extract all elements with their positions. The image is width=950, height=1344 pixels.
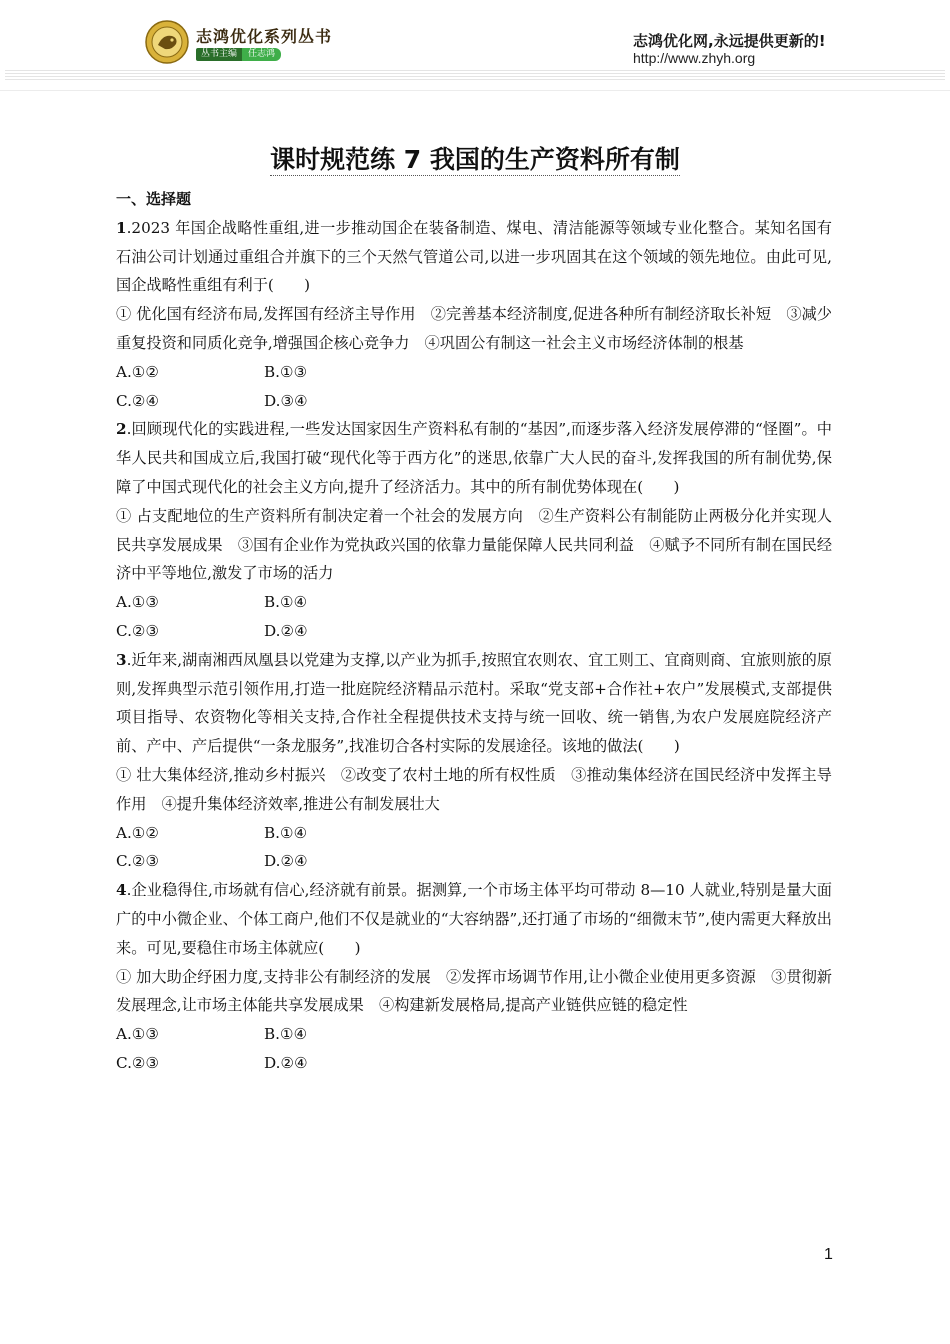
- option-b[interactable]: B.①③: [264, 362, 308, 381]
- question-number: 3: [116, 650, 127, 669]
- question-statements: ① 优化国有经济布局,发挥国有经济主导作用 ②完善基本经济制度,促进各种所有制经济取长补短 ③减少重复投资和同质化竞争,增强国企核心竞争力 ④巩固公有制这一社会主义市场经济体制的根基: [116, 305, 832, 352]
- options-row: [116, 588, 832, 617]
- option-a[interactable]: A.①②: [116, 823, 160, 842]
- question-stem: [116, 415, 832, 501]
- option-a[interactable]: A.①③: [116, 1025, 160, 1044]
- question-stem: [116, 214, 832, 300]
- options-row: [116, 1049, 832, 1078]
- header-divider: [5, 70, 945, 80]
- question-4: [116, 876, 832, 1078]
- page-number: 1: [824, 1246, 833, 1263]
- question-statements: ① 壮大集体经济,推动乡村振兴 ②改变了农村土地的所有权性质 ③推动集体经济在国民经济中发挥主导作用 ④提升集体经济效率,推进公有制发展壮大: [116, 765, 832, 813]
- option-b[interactable]: B.①④: [264, 823, 308, 842]
- question-statements: ① 占支配地位的生产资料所有制决定着一个社会的发展方向 ②生产资料公有制能防止两极分化并实现人民共享发展成果 ③国有企业作为党执政兴国的依靠力量能保障人民共同利益 ④赋予不同所有制在国民经济中平等地位,激发了市场的活力: [116, 506, 832, 583]
- question-stem: [116, 646, 832, 761]
- options-row: [116, 387, 832, 416]
- options-row: [116, 819, 832, 848]
- option-a[interactable]: A.①②: [116, 362, 160, 381]
- question-2: [116, 415, 832, 645]
- option-a[interactable]: A.①③: [116, 593, 160, 612]
- page-header: [0, 0, 950, 92]
- option-d[interactable]: D.②④: [264, 621, 308, 640]
- brand-subtitle: [196, 48, 281, 61]
- header-slogan: 志鸿优化网,永远提供更新的!: [633, 32, 826, 50]
- question-statements: ① 加大助企纾困力度,支持非公有制经济的发展 ②发挥市场调节作用,让小微企业使用更多资源 ③贯彻新发展理念,让市场主体能共享发展成果 ④构建新发展格局,提高产业链供应链的稳定性: [116, 967, 832, 1015]
- option-b[interactable]: B.①④: [264, 1025, 308, 1044]
- option-d[interactable]: D.②④: [264, 1053, 308, 1072]
- question-stem: [116, 876, 832, 962]
- page-title: 课时规范练 7 我国的生产资料所有制: [270, 145, 680, 174]
- option-c[interactable]: C.②③: [116, 621, 160, 640]
- options-row: [116, 617, 832, 646]
- option-c[interactable]: C.②③: [116, 1053, 160, 1072]
- options-row: [116, 1020, 832, 1049]
- section-heading: 一、选择题: [116, 190, 192, 208]
- question-text: .2023 年国企战略性重组,进一步推动国企在装备制造、煤电、清洁能源等领域专业化整合。某知名国有石油公司计划通过重组合并旗下的三个天然气管道公司,以进一步巩固其在这个领域的领先地位。由此可见,国企战略性重组有利于( ): [116, 218, 832, 295]
- question-1: [116, 214, 832, 416]
- question-text: .近年来,湖南湘西凤凰县以党建为支撑,以产业为抓手,按照宜农则农、宜工则工、宜商则商、宜旅则旅的原则,发挥典型示范引领作用,打造一批庭院经济精品示范村。采取“党支部+合作社+农户”发展模式,支部提供项目指导、农资物化等相关支持,合作社全程提供技术支持与统一回收、统一销售,为农户发展庭院经济产前、产中、产后提供“一条龙服务”,找准切合各村实际的发展途径。该地的做法( ): [116, 650, 832, 756]
- header-bottom-line: [0, 90, 950, 91]
- option-b[interactable]: B.①④: [264, 593, 308, 612]
- options-row: [116, 847, 832, 876]
- question-number: 2: [116, 420, 127, 439]
- option-d[interactable]: D.②④: [264, 852, 308, 871]
- option-c[interactable]: C.②③: [116, 852, 160, 871]
- question-number: 4: [116, 881, 127, 900]
- brand-sub-label: 丛书主编: [196, 48, 242, 61]
- option-d[interactable]: D.③④: [264, 391, 308, 410]
- brand-title: 志鸿优化系列丛书: [196, 27, 333, 46]
- question-text: .企业稳得住,市场就有信心,经济就有前景。据测算,一个市场主体平均可带动 8—10 人就业,特别是量大面广的中小微企业、个体工商户,他们不仅是就业的“大容纳器”,还打通了市场的“细微末节”,使内需更大释放出来。可见,要稳住市场主体就应( ): [116, 881, 832, 957]
- question-number: 1: [116, 218, 127, 237]
- question-text: .回顾现代化的实践进程,一些发达国家因生产资料私有制的“基因”,而逐步落入经济发展停滞的“怪圈”。中华人民共和国成立后,我国打破“现代化等于西方化”的迷思,依靠广大人民的奋斗,发挥我国的所有制优势,保障了中国式现代化的社会主义方向,提升了经济活力。其中的所有制优势体现在( ): [116, 420, 832, 496]
- publisher-logo-icon: [145, 20, 189, 64]
- option-c[interactable]: C.②④: [116, 391, 160, 410]
- question-3: [116, 646, 832, 876]
- brand-sub-editor: 任志鸿: [242, 48, 281, 61]
- options-row: [116, 358, 832, 387]
- header-url: http://www.zhyh.org: [633, 50, 756, 66]
- document-body: [116, 185, 832, 1078]
